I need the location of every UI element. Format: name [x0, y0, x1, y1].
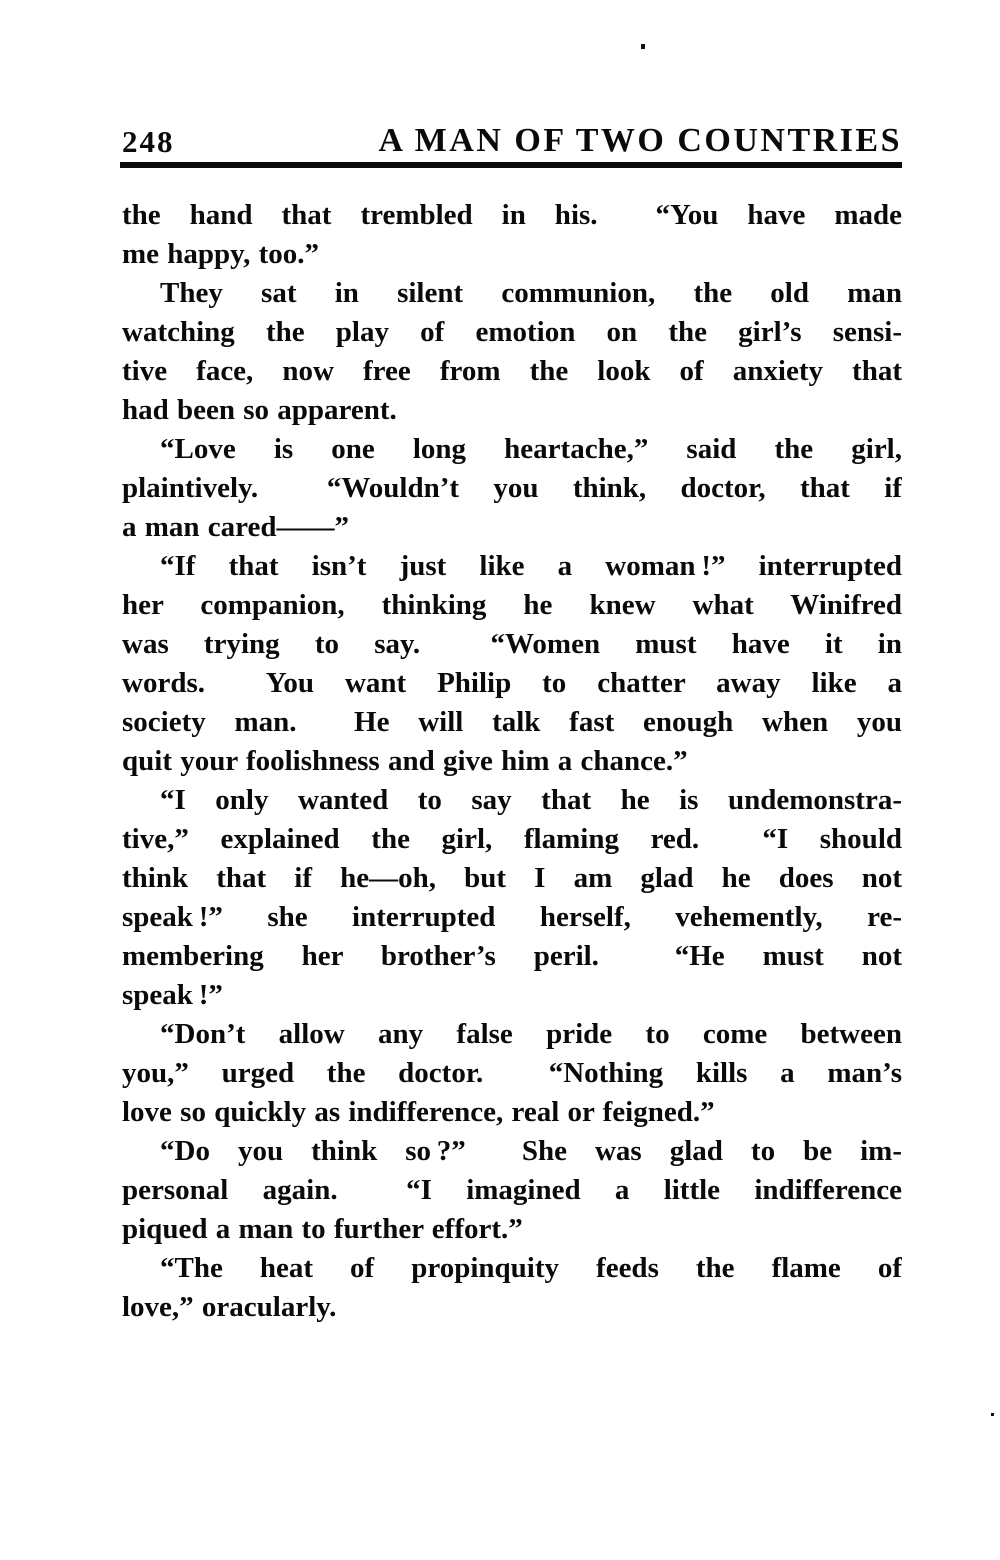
text-line: “I only wanted to say that he is undemonstra- — [160, 784, 902, 816]
text-line: piqued a man to further effort.” — [122, 1213, 523, 1245]
text-line: you,” urged the doctor. “Nothing kills a man’s — [122, 1057, 902, 1089]
text-line: her companion, thinking he knew what Winifred — [122, 589, 902, 621]
scan-artifact-dot — [641, 44, 645, 49]
text-line: personal again. “I imagined a little indifference — [122, 1174, 902, 1206]
page-header — [122, 118, 902, 160]
text-line: society man. He will talk fast enough when you — [122, 706, 902, 738]
text-line: watching the play of emotion on the girl’s sensi- — [122, 316, 902, 348]
scan-artifact-dot — [991, 1413, 994, 1416]
text-line: words. You want Philip to chatter away like a — [122, 667, 902, 699]
text-line: “If that isn’t just like a woman !” interrupted — [160, 550, 902, 582]
text-line: “The heat of propinquity feeds the flame of — [160, 1252, 902, 1284]
text-line: quit your foolishness and give him a chance.” — [122, 745, 688, 777]
text-line: a man cared——” — [122, 511, 350, 543]
text-line: plaintively. “Wouldn’t you think, doctor, that if — [122, 472, 902, 504]
text-line: think that if he—oh, but I am glad he does not — [122, 862, 902, 894]
text-line: They sat in silent communion, the old man — [160, 277, 902, 309]
page-text — [122, 196, 902, 1327]
text-line: membering her brother’s peril. “He must not — [122, 940, 902, 972]
text-line: the hand that trembled in his. “You have made — [122, 199, 902, 231]
text-line: love,” oracularly. — [122, 1291, 337, 1323]
running-title: A MAN OF TWO COUNTRIES — [378, 122, 902, 159]
text-line: had been so apparent. — [122, 394, 397, 426]
text-line: tive face, now free from the look of anxiety that — [122, 355, 902, 387]
header-rule — [120, 162, 902, 168]
text-line: “Love is one long heartache,” said the girl, — [160, 433, 902, 465]
text-line: speak !” she interrupted herself, vehemently, re- — [122, 901, 902, 933]
text-line: “Don’t allow any false pride to come between — [160, 1018, 902, 1050]
text-line: love so quickly as indifference, real or feigned.” — [122, 1096, 715, 1128]
text-line: tive,” explained the girl, flaming red. “I should — [122, 823, 902, 855]
text-line: “Do you think so ?” She was glad to be im- — [160, 1135, 902, 1167]
page-number: 248 — [122, 124, 175, 159]
text-line: me happy, too.” — [122, 238, 319, 270]
text-line: speak !” — [122, 979, 223, 1011]
text-line: was trying to say. “Women must have it in — [122, 628, 902, 660]
